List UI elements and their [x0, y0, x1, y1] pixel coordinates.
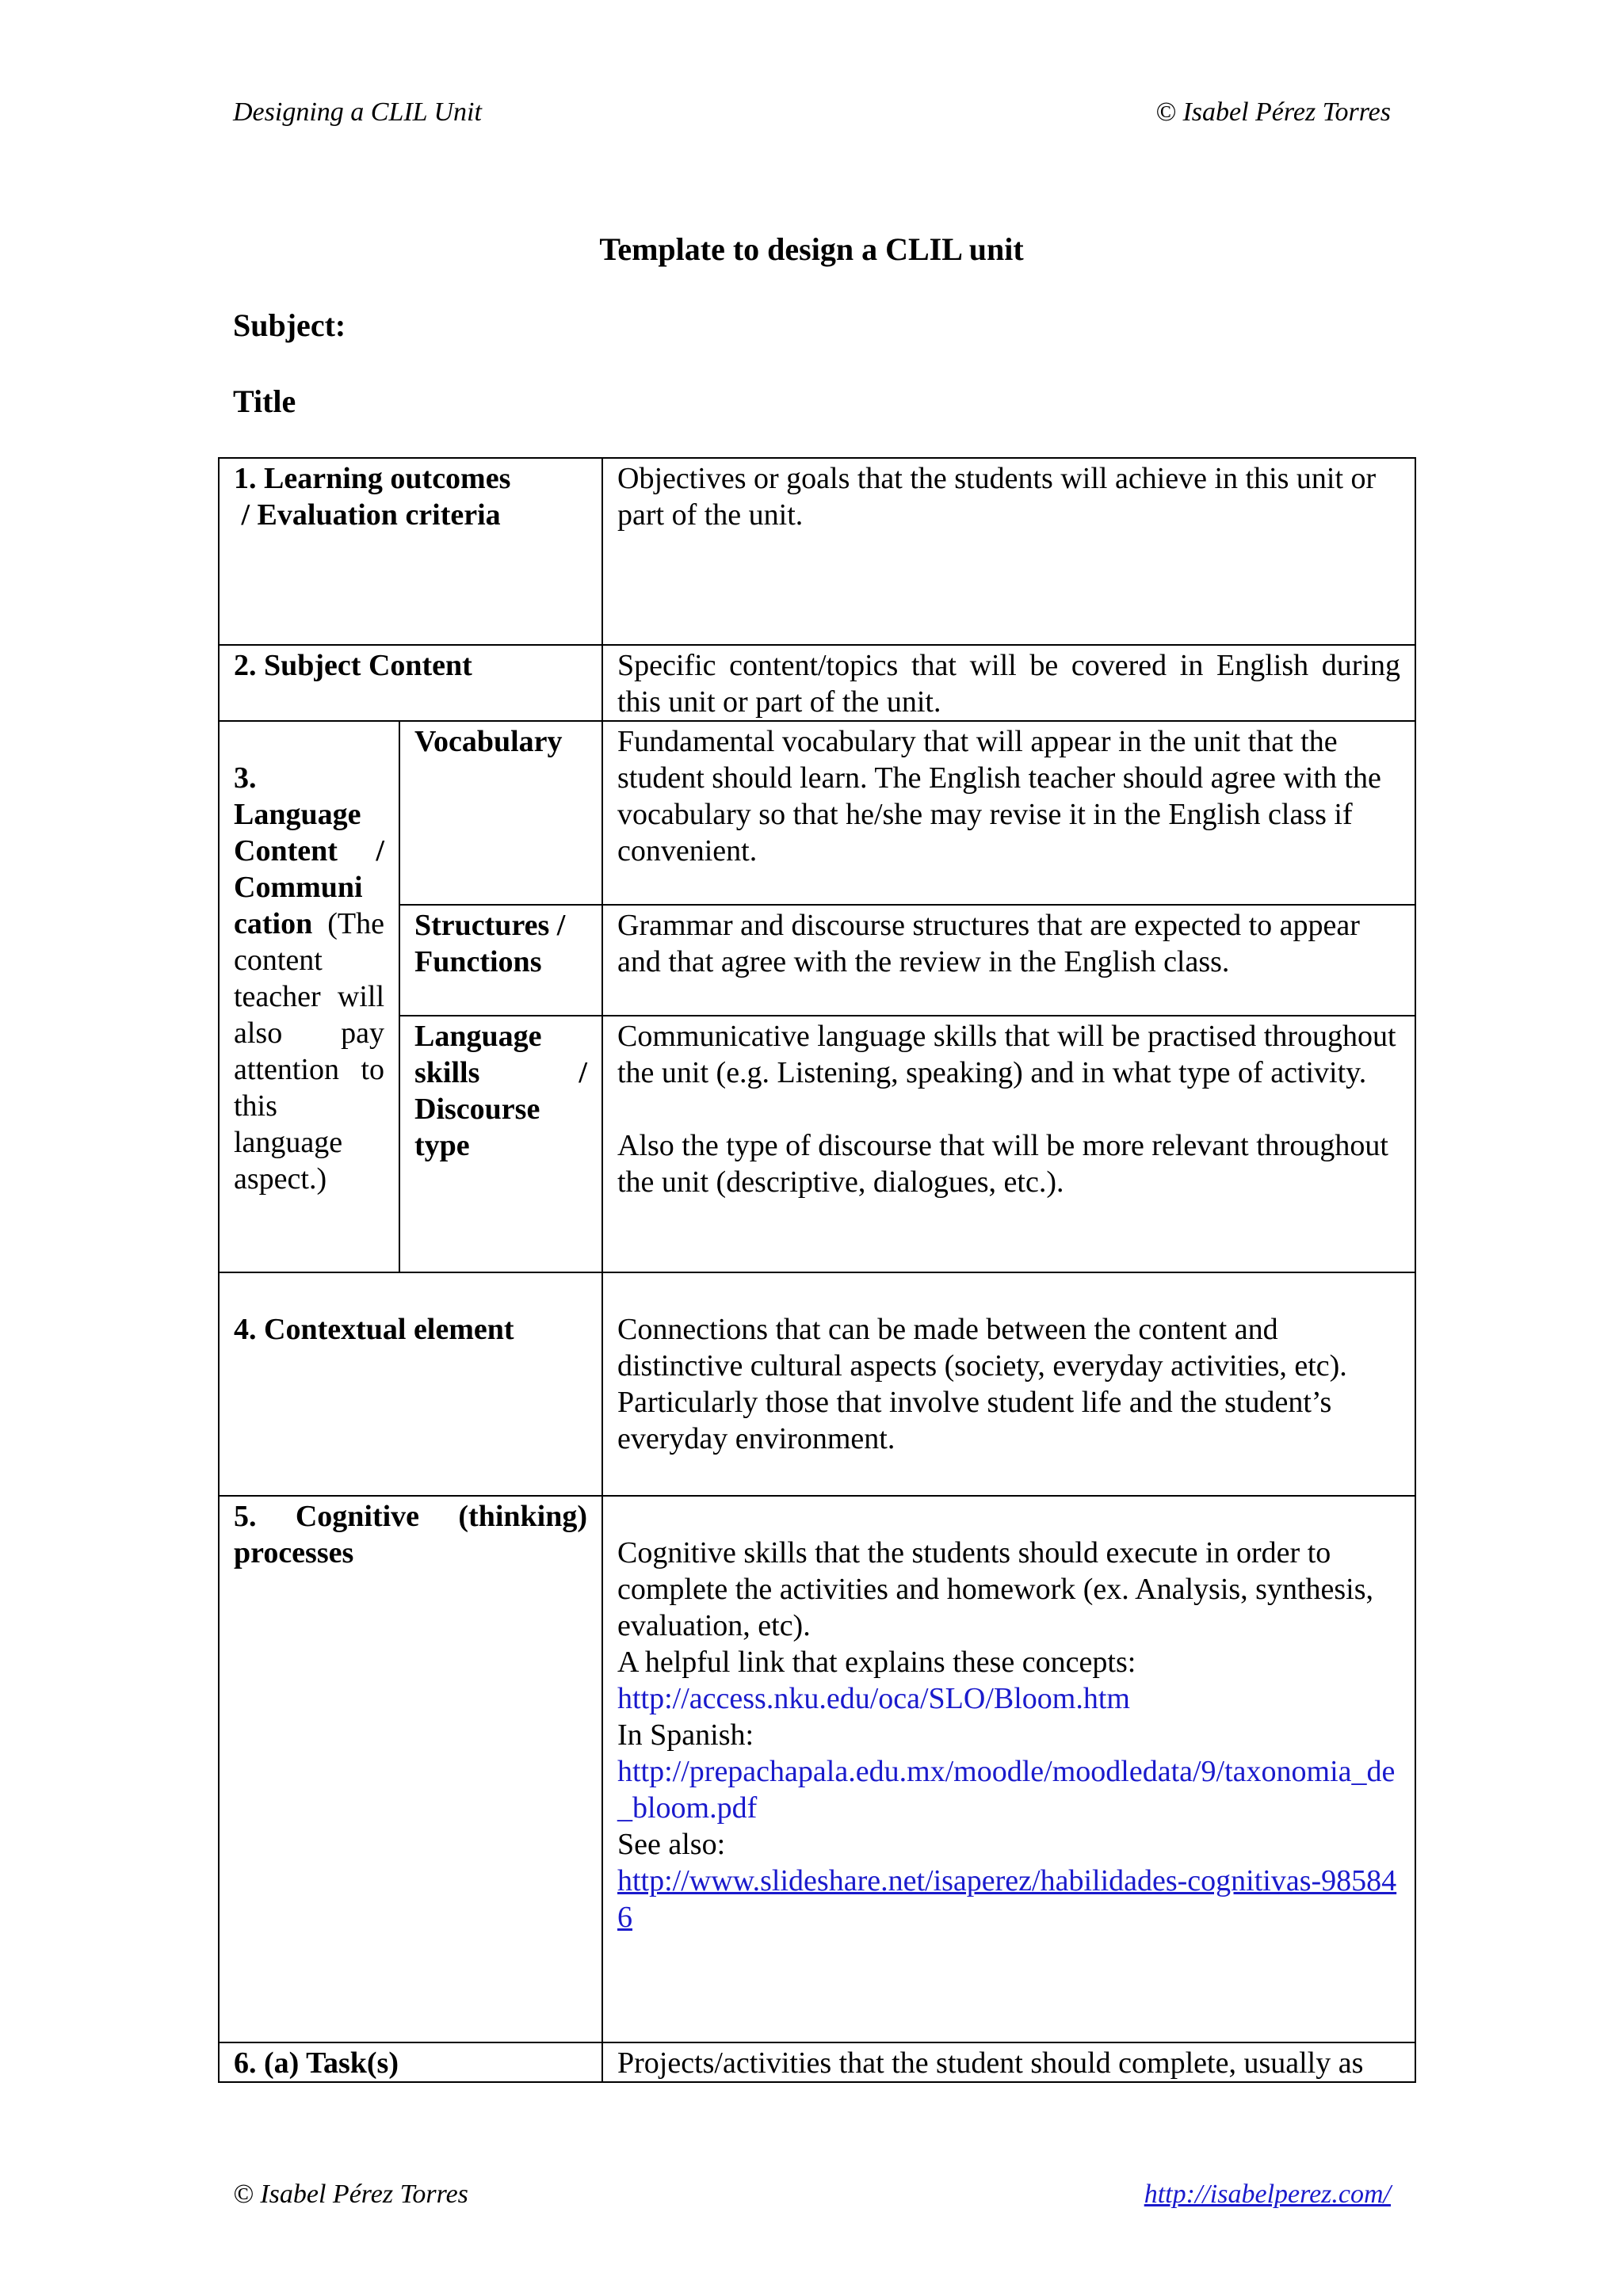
row-vocabulary	[219, 721, 1415, 905]
spanish-label: In Spanish:	[617, 1718, 754, 1752]
learning-outcomes-label	[219, 458, 602, 645]
subject-content-label: 2. Subject Content	[219, 645, 602, 721]
slideshare-link[interactable]: http://www.slideshare.net/isaperez/habilidades-cognitivas-985846	[617, 1864, 1397, 1934]
language-skills-label: Language skills / Discourse type	[399, 1016, 602, 1272]
subject-label: Subject:	[233, 307, 346, 343]
running-header-author: © Isabel Pérez Torres	[1155, 97, 1391, 127]
structures-text: Grammar and discourse structures that are expected to appear and that agree with the review in the English class.	[602, 905, 1415, 1016]
vocabulary-label: Vocabulary	[399, 721, 602, 905]
cognitive-processes-text: Cognitive skills that the students should execute in order to complete the activities and homework (ex. Analysis, synthesis, evaluation, etc).	[617, 1536, 1374, 1642]
see-also-label: See also:	[617, 1828, 726, 1861]
footer-author: © Isabel Pérez Torres	[233, 2180, 468, 2209]
running-header-title: Designing a CLIL Unit	[233, 97, 482, 127]
footer-website	[1144, 2179, 1391, 2210]
language-content-title: 3. Language Content / Communi cation	[234, 761, 384, 940]
tasks-text: Projects/activities that the student should complete, usually as	[602, 2042, 1415, 2082]
document-title: Template to design a CLIL unit	[599, 231, 1024, 267]
cognitive-processes-label: 5. Cognitive (thinking) processes	[219, 1496, 602, 2042]
learning-outcomes-label-line2: / Evaluation criteria	[234, 498, 501, 532]
bloom-link[interactable]: http://access.nku.edu/oca/SLO/Bloom.htm	[617, 1682, 1130, 1715]
row-subject-content	[219, 645, 1415, 721]
tasks-label: 6. (a) Task(s)	[219, 2042, 602, 2082]
link-intro-text: A helpful link that explains these concepts:	[617, 1646, 1136, 1679]
footer-website-link[interactable]: http://isabelperez.com/	[1144, 2180, 1391, 2209]
cognitive-processes-cell	[602, 1496, 1415, 2042]
language-skills-text: Communicative language skills that will be practised throughout the unit (e.g. Listening, speaking) and in what type of activity.	[617, 1020, 1396, 1089]
discourse-type-text: Also the type of discourse that will be more relevant throughout the unit (descriptive, dialogues, etc.).	[617, 1129, 1388, 1199]
row-tasks	[219, 2042, 1415, 2082]
language-content-label	[219, 721, 399, 1272]
contextual-element-text: Connections that can be made between the content and distinctive cultural aspects (society, everyday activities, etc). Particularly those that involve student life and the student’s everyday environment.	[602, 1272, 1415, 1496]
language-skills-cell	[602, 1016, 1415, 1272]
learning-outcomes-text: Objectives or goals that the students will achieve in this unit or part of the unit.	[602, 458, 1415, 645]
clil-template-table	[218, 457, 1416, 2083]
row-learning-outcomes	[219, 458, 1415, 645]
language-content-note: (The content teacher will also pay attention to this language aspect.)	[234, 907, 384, 1196]
row-contextual-element	[219, 1272, 1415, 1496]
row-cognitive-processes	[219, 1496, 1415, 2042]
learning-outcomes-label-line1: 1. Learning outcomes	[234, 462, 511, 495]
vocabulary-text: Fundamental vocabulary that will appear in the unit that the student should learn. The English teacher should agree with the vocabulary so that he/she may revise it in the English class if convenient.	[602, 721, 1415, 905]
structures-label: Structures / Functions	[399, 905, 602, 1016]
contextual-element-label: 4. Contextual element	[219, 1272, 602, 1496]
title-label: Title	[233, 383, 296, 419]
taxonomia-link[interactable]: http://prepachapala.edu.mx/moodle/moodledata/9/taxonomia_de_bloom.pdf	[617, 1755, 1396, 1825]
subject-content-text: Specific content/topics that will be covered in English during this unit or part of the unit.	[602, 645, 1415, 721]
